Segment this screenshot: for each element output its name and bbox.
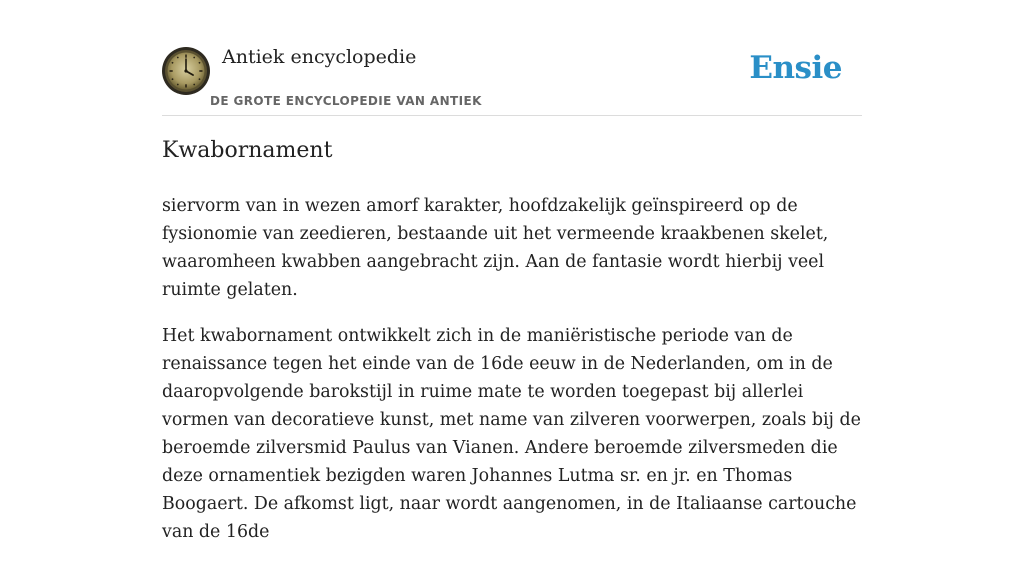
article-paragraph: siervorm van in wezen amorf karakter, hoofdzakelijk geïnspireerd op de fysionomie van zeedieren, bestaande uit het vermeende kraakbenen skelet, waaromheen kwabben aangebracht zijn. Aan de fantasie wordt hierbij veel ruimte gelaten. <box>162 196 829 300</box>
article-paragraph: Het kwabornament ontwikkelt zich in de maniëristische periode van de renaissance tegen het einde van de 16de eeuw in de Nederlanden, om in de daaropvolgende barokstijl in ruime mate te worden toegepast bij allerlei vormen van decoratieve kunst, met name van zilveren voorwerpen, zoals bij de beroemde zilversmid Paulus van Vianen. Andere beroemde zilversmeden die deze ornamentiek bezigden waren Johannes Lutma sr. en jr. en Thomas Boogaert. De afkomst ligt, naar wordt aangenomen, in de Italiaanse cartouche van de 16de <box>162 326 861 542</box>
article-body <box>162 192 866 564</box>
site-title[interactable]: Antiek encyclopedie <box>222 46 417 68</box>
article-title: Kwabornament <box>162 138 333 163</box>
ensie-logo-link[interactable]: Ensie <box>749 50 842 86</box>
site-header <box>162 40 862 116</box>
site-tagline: DE GROTE ENCYCLOPEDIE VAN ANTIEK <box>210 94 482 108</box>
antique-clock-icon[interactable] <box>162 47 210 95</box>
header-divider <box>162 115 862 116</box>
